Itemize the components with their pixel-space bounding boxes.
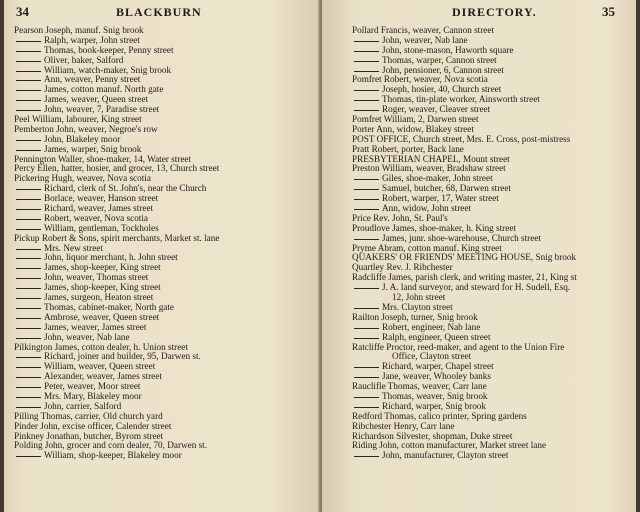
directory-entry: Pilling Thomas, carrier, Old church yard	[14, 410, 163, 421]
directory-entry: Ribchester Henry, Carr lane	[352, 420, 455, 431]
directory-entry: Railton Joseph, turner, Snig brook	[352, 311, 478, 322]
directory-entry: James, surgeon, Heaton street	[14, 293, 314, 303]
directory-entry: Pryme Abram, cotton manuf. King street	[352, 242, 502, 253]
directory-entry: Pomfret Robert, weaver, Nova scotia	[352, 74, 488, 85]
directory-entry: Pinder John, excise officer, Calender street	[14, 420, 172, 431]
right-entries	[352, 26, 634, 461]
directory-entry: POST OFFICE, Church street, Mrs. E. Cross, post-mistress	[352, 133, 571, 144]
directory-entry: John, Blakeley moor	[14, 135, 314, 145]
directory-entry: Pratt Robert, porter, Back lane	[352, 143, 464, 154]
directory-entry: John, weaver, Thomas street	[14, 273, 314, 283]
directory-entry: Richard, clerk of St. John's, near the Church	[14, 184, 314, 194]
directory-entry: John, weaver, Nab lane	[14, 333, 314, 343]
directory-entry: Mrs. New street	[14, 244, 314, 254]
directory-entry: Oliver, baker, Salford	[14, 56, 314, 66]
directory-entry: James, cotton manuf. North gate	[14, 85, 314, 95]
directory-entry: John, pensioner, 6, Cannon street	[352, 66, 634, 76]
directory-entry: Polding John, grocer and corn dealer, 70, Darwen st.	[14, 440, 208, 451]
directory-entry: Jane, weaver, Whooley banks	[352, 372, 634, 382]
directory-entry: James, warper, Snig brook	[14, 145, 314, 155]
page-number-left: 34	[16, 4, 29, 19]
directory-entry: Richard, joiner and builder, 95, Darwen st.	[14, 352, 314, 362]
directory-entry: Pemberton John, weaver, Negroe's row	[14, 123, 158, 134]
directory-entry: Thomas, weaver, Snig brook	[352, 392, 634, 402]
directory-entry: William, gentleman, Tockholes	[14, 224, 314, 234]
directory-entry: Roger, weaver, Cleaver street	[352, 105, 634, 115]
directory-entry: Porter Ann, widow, Blakey street	[352, 123, 474, 134]
directory-entry: Peter, weaver, Moor street	[14, 382, 314, 392]
directory-entry: Ralph, engineer, Queen street	[352, 333, 634, 343]
directory-entry: Pilkington James, cotton dealer, h. Union street	[14, 341, 188, 352]
directory-entry: Richard, warper, Chapel street	[352, 362, 634, 372]
directory-entry: Borlace, weaver, Hanson street	[14, 194, 314, 204]
directory-entry: John, manufacturer, Clayton street	[352, 451, 634, 461]
left-entries	[14, 26, 314, 461]
directory-entry: Ambrose, weaver, Queen street	[14, 313, 314, 323]
directory-entry: Pennington Waller, shoe-maker, 14, Water street	[14, 153, 192, 164]
directory-entry: Thomas, book-keeper, Penny street	[14, 46, 314, 56]
directory-entry: Mrs. Clayton street	[352, 303, 634, 313]
directory-entry: Quartley Rev. J. Ribchester	[352, 262, 453, 273]
directory-entry: Office, Clayton street	[392, 351, 472, 362]
directory-entry: Percy Ellen, hatter, hosier, and grocer, 13, Church street	[14, 163, 220, 174]
running-header-right: DIRECTORY.	[452, 5, 537, 19]
directory-entry: Thomas, warper, Cannon street	[352, 56, 634, 66]
directory-entry: James, weaver, Queen street	[14, 95, 314, 105]
directory-entry: Ratcliffe Proctor, reed-maker, and agent to the Union Fire	[352, 341, 565, 352]
directory-entry: Ann, weaver, Penny street	[14, 75, 314, 85]
directory-entry: Robert, weaver, Nova scotia	[14, 214, 314, 224]
directory-entry: Samuel, butcher, 68, Darwen street	[352, 184, 634, 194]
directory-entry: James, weaver, James street	[14, 323, 314, 333]
directory-entry: James, shop-keeper, King street	[14, 263, 314, 273]
directory-entry: Pollard Francis, weaver, Cannon street	[352, 25, 494, 35]
directory-entry: Price Rev. John, St. Paul's	[352, 212, 448, 223]
directory-entry: Radcliffe James, parish clerk, and writing master, 21, King st	[352, 272, 577, 283]
directory-entry: Joseph, hosier, 40, Church street	[352, 85, 634, 95]
directory-entry: William, weaver, Queen street	[14, 362, 314, 372]
directory-entry: Ann, widow, John street	[352, 204, 634, 214]
directory-entry: Rauclifle Thomas, weaver, Carr lane	[352, 381, 487, 392]
directory-entry: Thomas, cabinet-maker, North gate	[14, 303, 314, 313]
directory-entry: John, stone-mason, Haworth square	[352, 46, 634, 56]
directory-entry: John, carrier, Salford	[14, 402, 314, 412]
directory-entry: Richardson Silvester, shopman, Duke street	[352, 430, 513, 441]
page-number-right: 35	[602, 4, 615, 19]
directory-entry: William, watch-maker, Snig brook	[14, 66, 314, 76]
directory-entry: James, junr. shoe-warehouse, Church street	[352, 234, 634, 244]
directory-entry: Preston William, weaver, Bradshaw street	[352, 163, 506, 174]
directory-entry: J. A. land surveyor, and steward for H. Sudell, Esq.	[352, 283, 634, 293]
directory-entry: Pearson Joseph, manuf. Snig brook	[14, 25, 144, 35]
directory-entry: Pomfret William, 2, Darwen street	[352, 114, 479, 125]
directory-entry: Richard, warper, Snig brook	[352, 402, 634, 412]
directory-entry: William, shop-keeper, Blakeley moor	[14, 451, 314, 461]
directory-entry: John, liquor merchant, h. John street	[14, 253, 314, 263]
directory-entry: James, shop-keeper, King street	[14, 283, 314, 293]
directory-entry: Proudlove James, shoe-maker, h. King street	[352, 222, 516, 233]
directory-entry: QUAKERS' OR FRIENDS' MEETING HOUSE, Snig brook	[352, 252, 577, 263]
running-header-left: BLACKBURN	[116, 5, 202, 19]
directory-entry: Giles, shoe-maker, John street	[352, 174, 634, 184]
directory-entry: Robert, engineer, Nab lane	[352, 323, 634, 333]
directory-entry: Pickering Hugh, weaver, Nova scotia	[14, 173, 151, 184]
directory-entry: PRESBYTERIAN CHAPEL, Mount street	[352, 153, 510, 164]
directory-entry: Pinkney Jonathan, butcher, Byrom street	[14, 430, 164, 441]
directory-entry: Riding John, cotton manufacturer, Market street lane	[352, 440, 547, 451]
directory-entry: John, weaver, 7, Paradise street	[14, 105, 314, 115]
directory-entry: Alexander, weaver, James street	[14, 372, 314, 382]
right-page	[322, 0, 636, 512]
directory-entry: John, weaver, Nab lane	[352, 36, 634, 46]
directory-entry: Pickup Robert & Sons, spirit merchants, Market st. lane	[14, 232, 220, 243]
directory-entry: Ralph, warper, John street	[14, 36, 314, 46]
directory-entry: Robert, warper, 17, Water street	[352, 194, 634, 204]
directory-entry: Thomas, tin-plate worker, Ainsworth street	[352, 95, 634, 105]
directory-entry: 12, John street	[392, 292, 446, 303]
directory-entry: Mrs. Mary, Blakeley moor	[14, 392, 314, 402]
left-page	[4, 0, 320, 512]
directory-entry: Peel William, labourer, King street	[14, 114, 142, 125]
directory-entry: Redford Thomas, calico printer, Spring gardens	[352, 410, 527, 421]
directory-entry: Richard, weaver, James street	[14, 204, 314, 214]
